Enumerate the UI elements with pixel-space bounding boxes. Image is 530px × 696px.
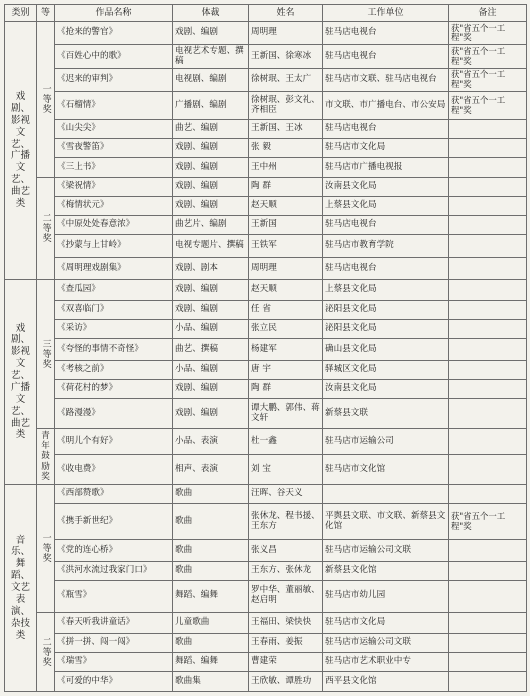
genre-cell: 儿童歌曲: [173, 612, 249, 633]
work-unit-cell: 汝南县文化局: [323, 177, 449, 196]
remark-cell: [449, 279, 527, 300]
work-unit-cell: 新蔡县文联: [323, 399, 449, 429]
author-name-cell: 汪晖、谷天义: [249, 484, 323, 503]
genre-cell: 戏剧、剧本: [173, 258, 249, 279]
genre-cell: 电视剧、编剧: [173, 68, 249, 91]
work-unit-cell: 新蔡县文化馆: [323, 561, 449, 580]
table-row: [5, 177, 527, 196]
author-name-cell: 谭大鹏、郭伟、蒋文轩: [249, 399, 323, 429]
header-category: 类别: [5, 5, 37, 22]
genre-cell: 歌曲: [173, 540, 249, 561]
award-level-cell: 二等奖: [37, 612, 55, 691]
table-row: [5, 92, 527, 120]
author-name-cell: 王铁军: [249, 235, 323, 258]
work-unit-cell: 驻马店市文联、驻马店电视台: [323, 68, 449, 91]
table-row: [5, 540, 527, 561]
work-unit-cell: 驻马店电视台: [323, 120, 449, 139]
remark-cell: [449, 235, 527, 258]
genre-cell: 广播剧、编剧: [173, 92, 249, 120]
remark-cell: [449, 379, 527, 398]
header-name: 姓名: [249, 5, 323, 22]
author-name-cell: 陶 群: [249, 177, 323, 196]
award-level-cell: 青年鼓励奖: [37, 428, 55, 484]
remark-cell: 获"省五个一工程"奖: [449, 92, 527, 120]
remark-cell: [449, 120, 527, 139]
work-title-cell: 《百姓心中的歌》: [55, 45, 173, 68]
work-unit-cell: 驻马店市广播电视报: [323, 158, 449, 177]
genre-cell: 曲艺、编剧: [173, 120, 249, 139]
genre-cell: 小品、表演: [173, 428, 249, 455]
remark-cell: [449, 580, 527, 612]
table-row: [5, 653, 527, 672]
table-row: [5, 484, 527, 503]
author-name-cell: 周明理: [249, 258, 323, 279]
work-title-cell: 《路漫漫》: [55, 399, 173, 429]
header-unit: 工作单位: [323, 5, 449, 22]
author-name-cell: 曹建荣: [249, 653, 323, 672]
author-name-cell: 任 省: [249, 301, 323, 320]
genre-cell: 电视艺术专题、撰稿: [173, 45, 249, 68]
work-title-cell: 《洪河水流过我家门口》: [55, 561, 173, 580]
remark-cell: 获"省五个一工程"奖: [449, 504, 527, 540]
table-row: [5, 320, 527, 339]
work-unit-cell: [323, 484, 449, 503]
table-row: [5, 612, 527, 633]
table-row: [5, 399, 527, 429]
work-unit-cell: 驻马店电视台: [323, 215, 449, 234]
author-name-cell: 张立民: [249, 320, 323, 339]
table-row: [5, 45, 527, 68]
genre-cell: 曲艺、撰稿: [173, 339, 249, 360]
genre-cell: 歌曲: [173, 504, 249, 540]
award-level-cell: 一等奖: [37, 22, 55, 178]
work-unit-cell: 泌阳县文化局: [323, 301, 449, 320]
genre-cell: 歌曲: [173, 484, 249, 503]
work-title-cell: 《党的连心桥》: [55, 540, 173, 561]
genre-cell: 舞蹈、编舞: [173, 580, 249, 612]
table-row: [5, 379, 527, 398]
author-name-cell: 张休龙、程书援、王东方: [249, 504, 323, 540]
author-name-cell: 张义昌: [249, 540, 323, 561]
author-name-cell: 刘 宝: [249, 455, 323, 484]
award-level-cell: 二等奖: [37, 177, 55, 279]
table-row: [5, 301, 527, 320]
remark-cell: [449, 399, 527, 429]
author-name-cell: 王新国: [249, 215, 323, 234]
remark-cell: [449, 672, 527, 692]
table-row: [5, 634, 527, 653]
work-unit-cell: 驿城区文化局: [323, 360, 449, 379]
author-name-cell: 周明理: [249, 22, 323, 45]
work-title-cell: 《中原处处春意浓》: [55, 215, 173, 234]
remark-cell: [449, 339, 527, 360]
table-row: [5, 455, 527, 484]
remark-cell: [449, 215, 527, 234]
header-work: 作品名称: [55, 5, 173, 22]
remark-cell: [449, 484, 527, 503]
work-title-cell: 《拼一拼、闯一闯》: [55, 634, 173, 653]
author-name-cell: 王福田、梁快快: [249, 612, 323, 633]
genre-cell: 戏剧、编剧: [173, 399, 249, 429]
header-remark: 备注: [449, 5, 527, 22]
work-unit-cell: 驻马店市文化局: [323, 612, 449, 633]
work-unit-cell: 驻马店市运输公司: [323, 428, 449, 455]
genre-cell: 相声、表演: [173, 455, 249, 484]
remark-cell: [449, 158, 527, 177]
work-title-cell: 《可爱的中华》: [55, 672, 173, 692]
work-unit-cell: 泌阳县文化局: [323, 320, 449, 339]
table-row: [5, 672, 527, 692]
table-row: [5, 139, 527, 158]
header-genre: 体裁: [173, 5, 249, 22]
author-name-cell: 陶 群: [249, 379, 323, 398]
award-level-cell: 三等奖: [37, 279, 55, 428]
work-title-cell: 《收电费》: [55, 455, 173, 484]
remark-cell: [449, 139, 527, 158]
genre-cell: 曲艺片、编剧: [173, 215, 249, 234]
genre-cell: 戏剧、编剧: [173, 301, 249, 320]
remark-cell: [449, 540, 527, 561]
table-row: [5, 258, 527, 279]
author-name-cell: 杨建军: [249, 339, 323, 360]
work-title-cell: 《携手新世纪》: [55, 504, 173, 540]
table-row: [5, 22, 527, 45]
header-level: 等: [37, 5, 55, 22]
work-title-cell: 《查瓜园》: [55, 279, 173, 300]
genre-cell: 小品、编剧: [173, 320, 249, 339]
author-name-cell: 王中州: [249, 158, 323, 177]
work-title-cell: 《山尖尖》: [55, 120, 173, 139]
work-unit-cell: 驻马店市幼儿园: [323, 580, 449, 612]
work-unit-cell: 驻马店电视台: [323, 258, 449, 279]
remark-cell: 获"省五个一工程"奖: [449, 22, 527, 45]
award-level-cell: 一等奖: [37, 484, 55, 612]
genre-cell: 小品、编剧: [173, 360, 249, 379]
table-row: [5, 360, 527, 379]
category-cell: 戏剧、影视文艺、广播文艺、曲艺类: [5, 22, 37, 280]
table-row: [5, 68, 527, 91]
work-title-cell: 《瓶雪》: [55, 580, 173, 612]
table-row: [5, 120, 527, 139]
table-row: [5, 215, 527, 234]
remark-cell: [449, 561, 527, 580]
remark-cell: [449, 428, 527, 455]
work-unit-cell: 西平县文化馆: [323, 672, 449, 692]
work-unit-cell: 市文联、市广播电台、市公安局: [323, 92, 449, 120]
remark-cell: [449, 258, 527, 279]
genre-cell: 戏剧、编剧: [173, 196, 249, 215]
author-name-cell: 唐 宇: [249, 360, 323, 379]
work-unit-cell: 确山县文化局: [323, 339, 449, 360]
author-name-cell: 王新国、王冰: [249, 120, 323, 139]
work-title-cell: 《双喜临门》: [55, 301, 173, 320]
author-name-cell: 罗中华、董丽敏、赵启明: [249, 580, 323, 612]
work-title-cell: 《石榴情》: [55, 92, 173, 120]
work-unit-cell: 驻马店市运输公司文联: [323, 540, 449, 561]
genre-cell: 戏剧、编剧: [173, 279, 249, 300]
remark-cell: [449, 360, 527, 379]
remark-cell: [449, 320, 527, 339]
genre-cell: 戏剧、编剧: [173, 177, 249, 196]
remark-cell: 获"省五个一工程"奖: [449, 68, 527, 91]
genre-cell: 戏剧、编剧: [173, 158, 249, 177]
remark-cell: [449, 196, 527, 215]
table-row: [5, 235, 527, 258]
remark-cell: [449, 653, 527, 672]
work-title-cell: 《明儿个有好》: [55, 428, 173, 455]
remark-cell: [449, 301, 527, 320]
genre-cell: 电视专题片、撰稿: [173, 235, 249, 258]
author-name-cell: 王欣敏、谭胜功: [249, 672, 323, 692]
work-title-cell: 《迟来的审判》: [55, 68, 173, 91]
remark-cell: [449, 177, 527, 196]
work-unit-cell: 上蔡县文化局: [323, 196, 449, 215]
work-title-cell: 《雪夜警笛》: [55, 139, 173, 158]
work-title-cell: 《抢来的警官》: [55, 22, 173, 45]
genre-cell: 戏剧、编剧: [173, 22, 249, 45]
work-unit-cell: 驻马店电视台: [323, 45, 449, 68]
author-name-cell: 王新国、徐寒冰: [249, 45, 323, 68]
genre-cell: 舞蹈、编舞: [173, 653, 249, 672]
table-row: [5, 339, 527, 360]
work-title-cell: 《周明理戏剧集》: [55, 258, 173, 279]
author-name-cell: 王东方、张休龙: [249, 561, 323, 580]
award-table: [4, 4, 527, 692]
remark-cell: 获"省五个一工程"奖: [449, 45, 527, 68]
remark-cell: [449, 634, 527, 653]
table-row: [5, 196, 527, 215]
work-title-cell: 《采访》: [55, 320, 173, 339]
genre-cell: 戏剧、编剧: [173, 139, 249, 158]
author-name-cell: 徐树珉、彭文礼、齐相臣: [249, 92, 323, 120]
genre-cell: 歌曲集: [173, 672, 249, 692]
work-title-cell: 《三上书》: [55, 158, 173, 177]
work-unit-cell: 驻马店电视台: [323, 22, 449, 45]
work-unit-cell: 驻马店市艺术职业中专: [323, 653, 449, 672]
category-cell: 音乐、舞蹈、文艺表演、杂技类: [5, 484, 37, 691]
author-name-cell: 杜一鑫: [249, 428, 323, 455]
work-unit-cell: 驻马店市运输公司文联: [323, 634, 449, 653]
table-row: [5, 561, 527, 580]
work-title-cell: 《西部赞歌》: [55, 484, 173, 503]
work-unit-cell: 驻马店市文化局: [323, 139, 449, 158]
work-unit-cell: 驻马店市教育学院: [323, 235, 449, 258]
header-row: [5, 5, 527, 22]
author-name-cell: 张 毅: [249, 139, 323, 158]
remark-cell: [449, 455, 527, 484]
work-title-cell: 《荷花村的梦》: [55, 379, 173, 398]
genre-cell: 戏剧、编剧: [173, 379, 249, 398]
author-name-cell: 徐树珉、王太广: [249, 68, 323, 91]
work-unit-cell: 上蔡县文化局: [323, 279, 449, 300]
genre-cell: 歌曲: [173, 634, 249, 653]
work-title-cell: 《春天听我讲童话》: [55, 612, 173, 633]
genre-cell: 歌曲: [173, 561, 249, 580]
work-title-cell: 《梅情状元》: [55, 196, 173, 215]
work-title-cell: 《考核之前》: [55, 360, 173, 379]
category-cell: 戏剧、影视文艺、广播文艺、曲艺类: [5, 279, 37, 484]
author-name-cell: 王春雨、姜振: [249, 634, 323, 653]
table-row: [5, 279, 527, 300]
author-name-cell: 赵天顺: [249, 196, 323, 215]
work-title-cell: 《夸怪的事情不奇怪》: [55, 339, 173, 360]
table-row: [5, 580, 527, 612]
table-row: [5, 504, 527, 540]
work-title-cell: 《瑞雪》: [55, 653, 173, 672]
work-unit-cell: 驻马店市文化馆: [323, 455, 449, 484]
work-unit-cell: 平舆县文联、市文联、新蔡县文化馆: [323, 504, 449, 540]
table-row: [5, 158, 527, 177]
remark-cell: [449, 612, 527, 633]
work-unit-cell: 汝南县文化局: [323, 379, 449, 398]
work-title-cell: 《梁祝情》: [55, 177, 173, 196]
author-name-cell: 赵天顺: [249, 279, 323, 300]
table-row: [5, 428, 527, 455]
work-title-cell: 《抄蒙与上甘岭》: [55, 235, 173, 258]
